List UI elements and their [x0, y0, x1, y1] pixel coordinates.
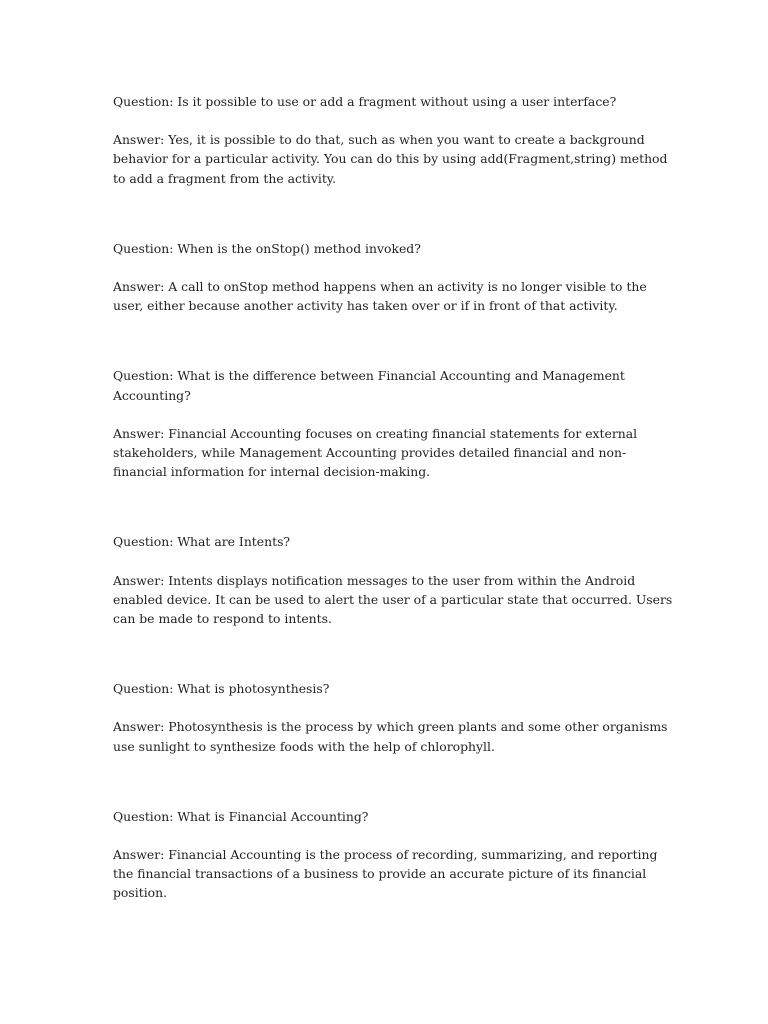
- question-text: Question: What is Financial Accounting?: [113, 808, 369, 824]
- qa-block: [113, 807, 673, 903]
- qa-block: [113, 92, 673, 188]
- answer-text: Answer: Financial Accounting is the process of recording, summarizing, and reporting the financial transactions of a business to provide an accurate picture of its financial position.: [113, 847, 658, 901]
- answer-text: Answer: Financial Accounting focuses on creating financial statements for external stakeholders, while Management Accounting provides detailed financial and non-financial information for internal decision-making.: [113, 425, 638, 480]
- qa-block: [113, 532, 673, 628]
- qa-block: [113, 679, 673, 756]
- question-text: Question: When is the onStop() method invoked?: [113, 240, 421, 256]
- qa-block: [113, 239, 673, 316]
- question-text: Question: What is photosynthesis?: [113, 681, 330, 697]
- answer-text: Answer: Photosynthesis is the process by which green plants and some other organisms use sunlight to synthesize foods with the help of chlorophyll.: [113, 719, 668, 754]
- question-text: Question: What is the difference between Financial Accounting and Management Accounting?: [113, 368, 625, 403]
- answer-text: Answer: Yes, it is possible to do that, such as when you want to create a background behavior for a particular activity. You can do this by using add(Fragment,string) method to add a fragment from the activity.: [113, 132, 668, 186]
- question-text: Question: What are Intents?: [113, 534, 291, 550]
- answer-text: Answer: Intents displays notification messages to the user from within the Android enabled device. It can be used to alert the user of a particular state that occurred. Users can be made to respond to intents.: [113, 572, 673, 627]
- qa-block: [113, 366, 673, 481]
- question-text: Question: Is it possible to use or add a fragment without using a user interface?: [113, 94, 617, 109]
- document-content: [113, 92, 673, 954]
- answer-text: Answer: A call to onStop method happens when an activity is no longer visible to the user, either because another activity has taken over or if in front of that activity.: [113, 279, 647, 314]
